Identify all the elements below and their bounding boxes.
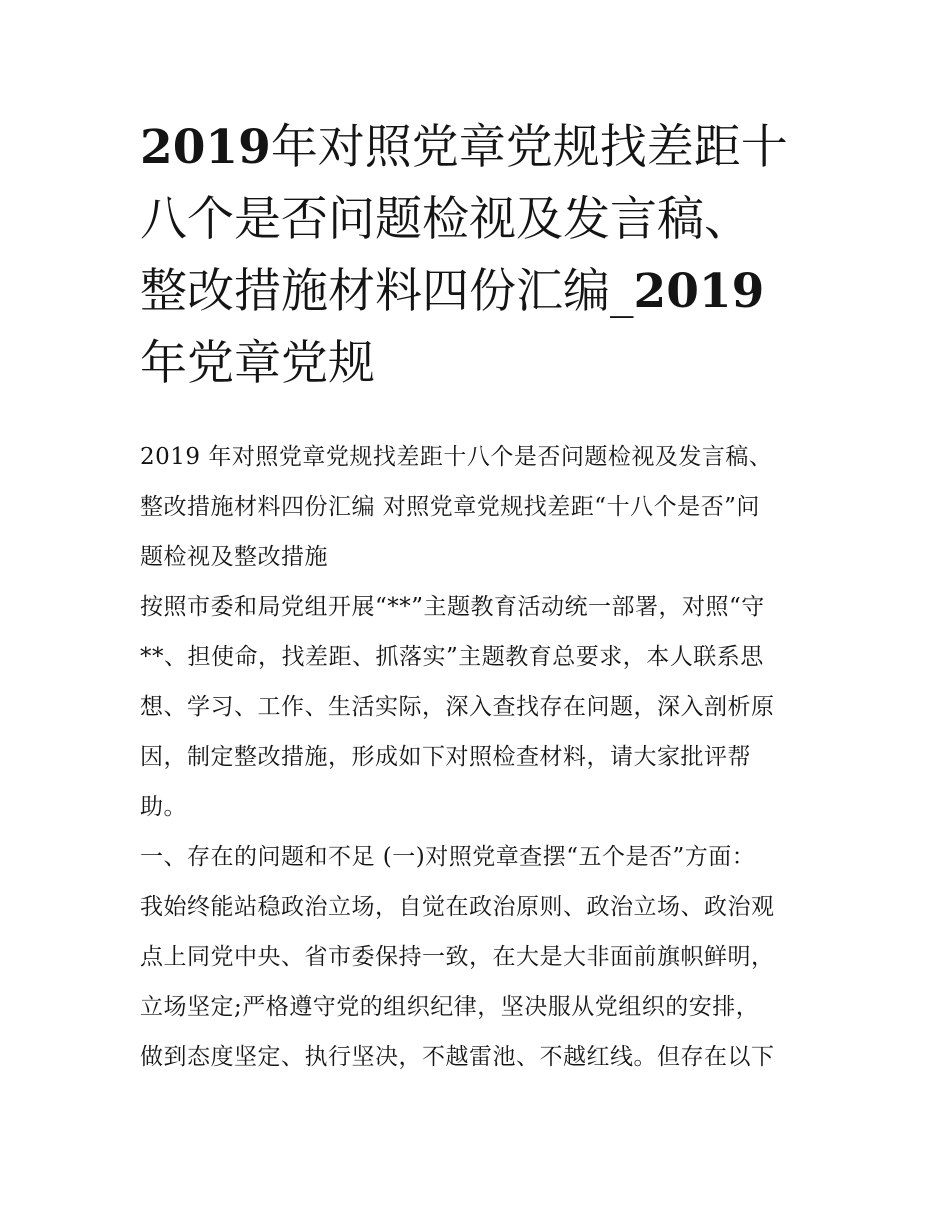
title-line bbox=[140, 112, 820, 184]
body-line: 2019 年对照党章党规找差距十八个是否问题检视及发言稿、 bbox=[140, 444, 773, 470]
title-line bbox=[140, 256, 820, 328]
title-text: 年党章党规 bbox=[140, 336, 375, 391]
body-line: 点上同党中央、省市委保持一致，在大是大非面前旗帜鲜明， bbox=[140, 944, 775, 970]
body-line: 按照市委和局党组开展“**”主题教育活动统一部署，对照“守 bbox=[140, 594, 765, 620]
body-line: 我始终能站稳政治立场，自觉在政治原则、政治立场、政治观 bbox=[140, 894, 775, 920]
title-year: 2019 bbox=[140, 120, 271, 175]
title-text: 整改措施材料四份汇编_ bbox=[140, 264, 634, 319]
title-text: 八个是否问题检视及发言稿、 bbox=[140, 192, 751, 247]
body-line: 助。 bbox=[140, 794, 187, 820]
title-year: 2019 bbox=[633, 264, 765, 319]
body-line: 做到态度坚定、执行坚决，不越雷池、不越红线。但存在以下 bbox=[140, 1044, 775, 1070]
document-body bbox=[140, 432, 820, 1082]
body-line: **、担使命，找差距、抓落实”主题教育总要求，本人联系思 bbox=[140, 644, 764, 670]
body-line: 立场坚定;严格遵守党的组织纪律，坚决服从党组织的安排， bbox=[140, 994, 760, 1020]
body-line: 一、存在的问题和不足 (一)对照党章查摆“五个是否”方面： bbox=[140, 844, 756, 870]
body-line: 题检视及整改措施 bbox=[140, 544, 328, 570]
document-title bbox=[140, 112, 820, 400]
title-line bbox=[140, 184, 820, 256]
title-line bbox=[140, 328, 820, 400]
body-line: 整改措施材料四份汇编 对照党章党规找差距“十八个是否”问 bbox=[140, 494, 760, 520]
title-text: 年对照党章党规找差距十 bbox=[270, 120, 788, 175]
body-line: 因，制定整改措施，形成如下对照检查材料，请大家批评帮 bbox=[140, 744, 751, 770]
body-line: 想、学习、工作、生活实际，深入查找存在问题，深入剖析原 bbox=[140, 694, 775, 720]
